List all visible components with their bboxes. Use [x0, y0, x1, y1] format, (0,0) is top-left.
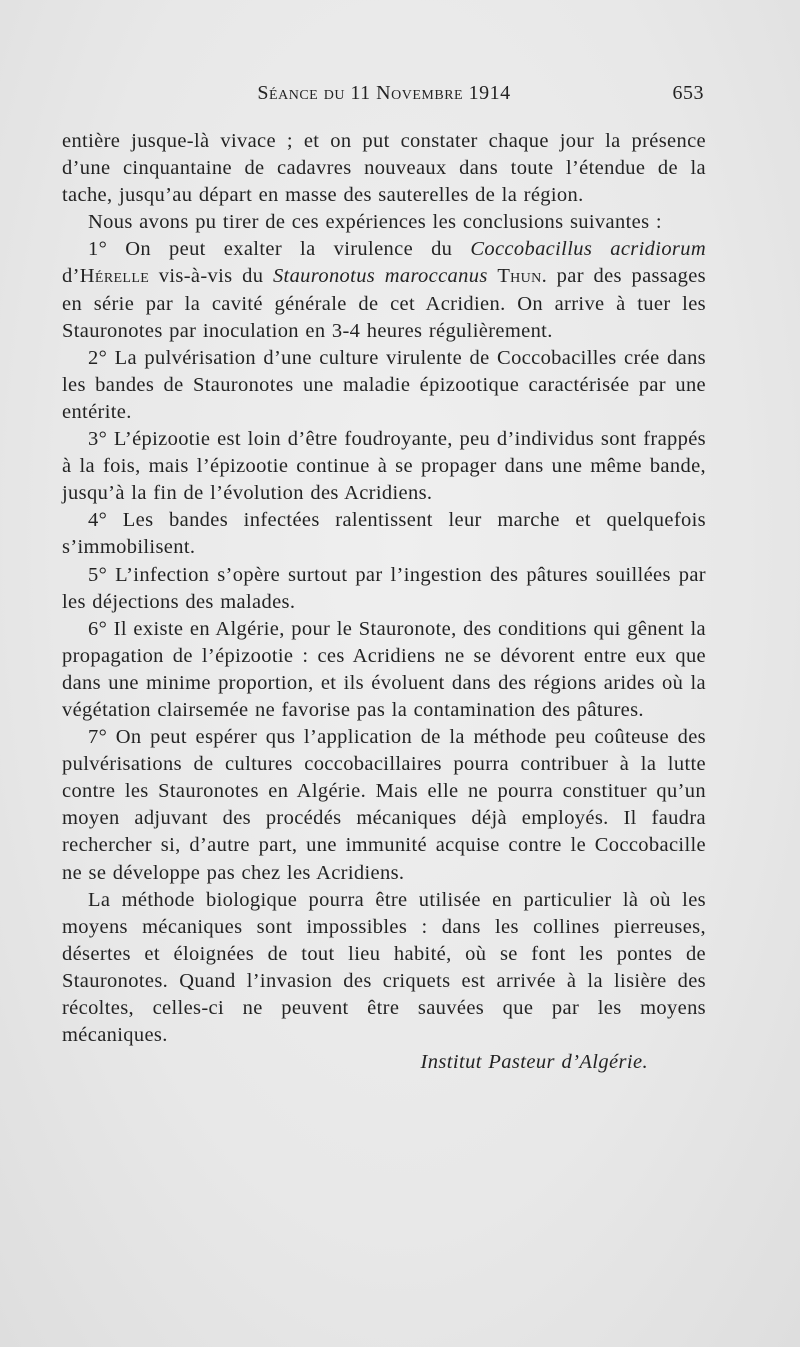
paragraph-closing: La méthode biologique pourra être utilisée en particulier là où les moyens mécaniques sont impossibles : dans les collines pierreuses, désertes et éloignées de tout lieu habité, où se font les pontes de Stauronotes. Quand l’invasion des criquets est arrivée à la lisière des récoltes, celles-ci ne peuvent être sauvées que par les moyens mécaniques. [62, 888, 706, 1047]
text-run: par des passages en série par la cavité générale de cet Acridien. On arrive à tuer les Stauronotes par inoculation en 3-4 heures régulièrement. [62, 265, 707, 342]
running-title: Séance du 11 Novembre 1914 [257, 82, 511, 104]
text-run: vis-à-vis du [149, 265, 273, 288]
paragraph-conclusion-1 [62, 236, 706, 344]
species-name: Coccobacillus acridiorum [470, 238, 707, 261]
paragraph-conclusion-5: 5° L’infection s’opère surtout par l’ingestion des pâtures souillées par les déjections des malades. [62, 563, 706, 613]
text-run: 1° On peut exalter la virulence du [88, 238, 471, 261]
signature: Institut Pasteur d’Algérie. [420, 1051, 648, 1074]
paragraph-conclusion-3: 3° L’épizootie est loin d’être foudroyante, peu d’individus sont frappés à la fois, mais l’épizootie continue à se propager dans une même bande, jusqu’à la fin de l’évolution des Acridiens. [62, 428, 706, 505]
author-abbrev: Thun. [497, 265, 548, 288]
paragraph-conclusion-4: 4° Les bandes infectées ralentissent leur marche et quelquefois s’immobilisent. [62, 509, 706, 559]
text-run [488, 265, 498, 287]
paragraph-conclusion-2: 2° La pulvérisation d’une culture virulente de Coccobacilles crée dans les bandes de Stauronotes une maladie épizootique caractérisée par une entérite. [62, 346, 706, 423]
running-head [62, 82, 706, 112]
paragraph-conclusion-6: 6° Il existe en Algérie, pour le Stauronote, des conditions qui gênent la propagation de l’épizootie : ces Acridiens ne se dévorent entre eux que dans une minime proportion, et ils évoluent dans des régions arides où la végétation clairsemée ne favorise pas la contamination des pâtures. [62, 617, 706, 721]
paragraph-continued: entière jusque-là vivace ; et on put constater chaque jour la présence d’une cinquantaine de cadavres nouveaux dans toute l’étendue de la tache, jusqu’au départ en masse des sauterelles de la région. [62, 130, 706, 207]
body-text [62, 128, 706, 1076]
author-name: Hérelle [79, 265, 150, 288]
species-name: Stauronotus maroccanus [272, 265, 488, 288]
text-run: d’ [62, 265, 80, 288]
page-number: 653 [672, 82, 704, 104]
paragraph-conclusions-intro: Nous avons pu tirer de ces expériences les conclusions suivantes : [88, 211, 662, 234]
paragraph-conclusion-7: 7° On peut espérer qus l’application de la méthode peu coûteuse des pulvérisations de cultures coccobacillaires pourra contribuer à la lutte contre les Stauronotes en Algérie. Mais elle ne pourra constituer qu’un moyen adjuvant des procédés mécaniques déjà employés. Il faudra rechercher si, d’autre part, une immunité acquise contre le Coccobacille ne se développe pas chez les Acridiens. [62, 726, 706, 884]
